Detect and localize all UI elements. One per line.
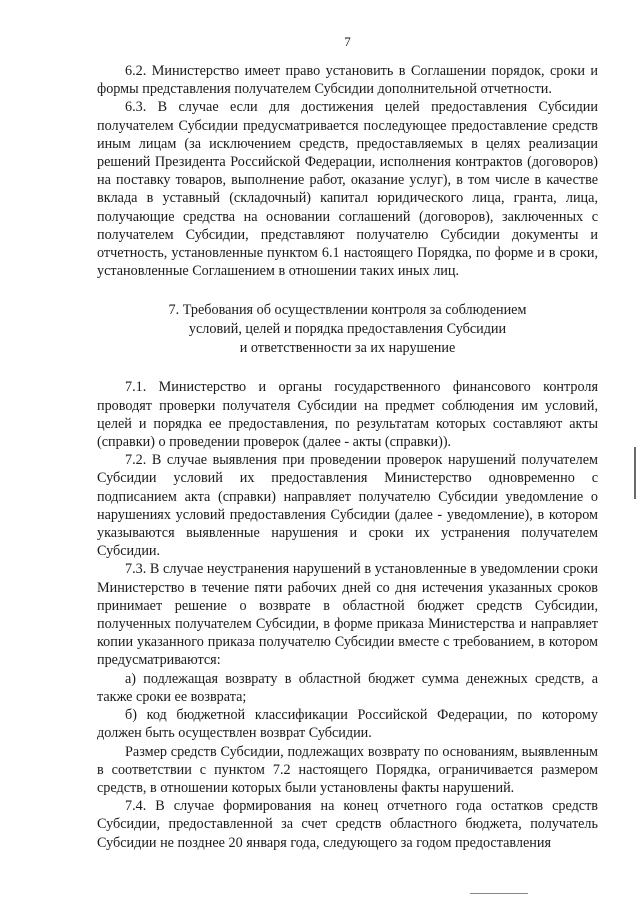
paragraph-refund-size: Размер средств Субсидии, подлежащих возврату по основаниям, выявленным в соответствии с пунктом 7.2 настоящего Порядка, ограничивается размером средств, в отношении которых были установлены факты нарушений. [97,743,598,796]
paragraph-7-3: 7.3. В случае неустранения нарушений в установленные в уведомлении сроки Министерство в течение пяти рабочих дней со дня истечения указанных сроков принимает решение о возврате в областной бюджет средств Субсидии, полученных получателем Субсидии, в форме приказа Министерства и направляет копии указанного приказа получателю Субсидии вместе с требованием, в котором предусматриваются: [97,561,598,669]
section-heading-line: 7. Требования об осуществлении контроля за соблюдением [168,302,527,319]
paragraph-7-3-b: б) код бюджетной классификации Российской Федерации, по которому должен быть осуществлен возврат Субсидии. [97,707,598,742]
section-heading-7 [97,301,598,358]
section-heading-line: и ответственности за их нарушение [239,340,456,357]
paragraph-6-3: 6.3. В случае если для достижения целей предоставления Субсидии получателем Субсидии предусматривается последующее предоставление средств иным лицам (за исключением средств, предоставляемых в целях реализации решений Президента Российской Федерации, исполнения контрактов (договоров) на поставку товаров, выполнение работ, оказание услуг), в том числе в качестве вклада в уставный (складочный) капитал юридического лица, гранта, лица, получающие средства на основании соглашений (договоров), заключенных с получателем Субсидии, представляют получателю Субсидии документы и отчетность, установленные пунктом 6.1 настоящего Порядка, по форме и в сроки, установленные Соглашением в отношении таких иных лиц. [97,99,598,280]
page-number: 7 [344,34,351,49]
paragraph-7-1: 7.1. Министерство и органы государственного финансового контроля проводят проверки получателя Субсидии на предмет соблюдения им условий, целей и порядка ее предоставления, по результатам которых составляют акты (справки) о проведении проверок (далее - акты (справки)). [97,379,598,451]
paragraph-7-4: 7.4. В случае формирования на конец отчетного года остатков средств Субсидии, предоставленной за счет средств областного бюджета, получатель Субсидии не позднее 20 января года, следующего за годом предоставления [97,798,598,851]
paragraph-6-2: 6.2. Министерство имеет право установить в Соглашении порядок, сроки и формы представления получателем Субсидии дополнительной отчетности. [97,63,598,98]
paragraph-7-2: 7.2. В случае выявления при проведении проверок нарушений получателем Субсидии условий их предоставления Министерство одновременно с подписанием акта (справки) направляет получателю Субсидии уведомление о нарушениях условий предоставления Субсидии (далее - уведомление), в котором указываются выявленные нарушения и сроки их устранения получателем Субсидии. [97,452,598,560]
scan-bottom-mark [470,893,528,894]
scan-edge-mark [634,447,636,499]
section-heading-line: условий, целей и порядка предоставления Субсидии [188,321,507,338]
paragraph-7-3-a: а) подлежащая возврату в областной бюджет сумма денежных средств, а также сроки ее возврата; [97,670,598,705]
